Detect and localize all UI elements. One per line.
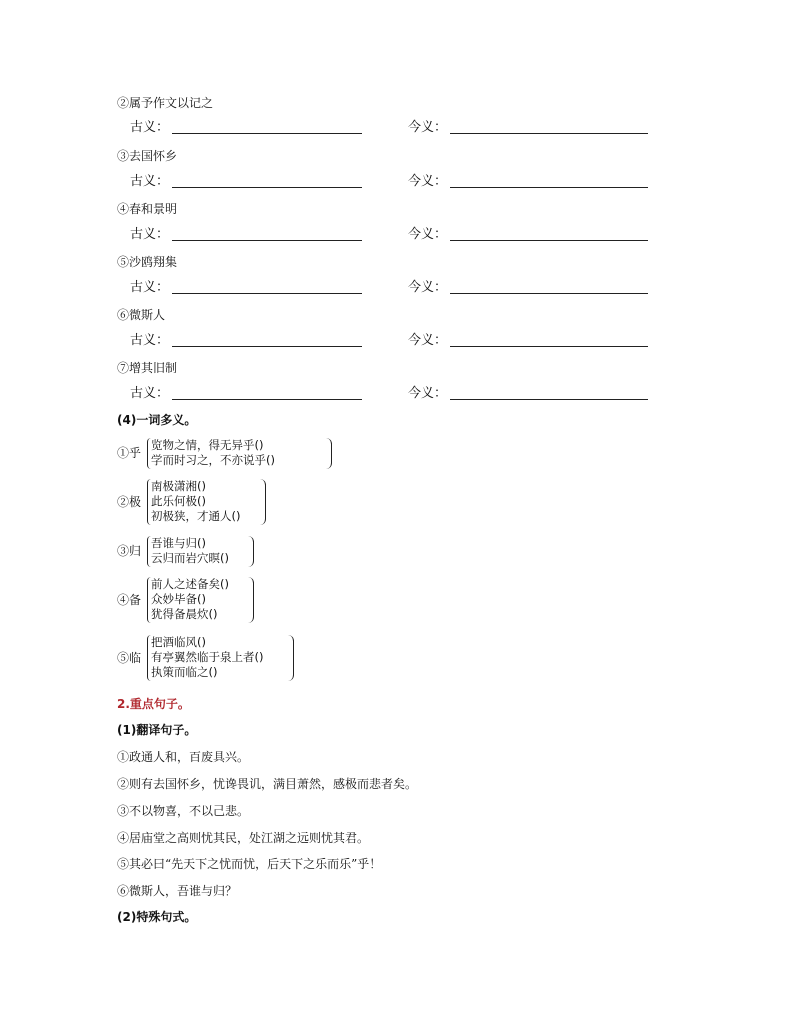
sentence-item: ③不以物喜，不以己悲。 bbox=[117, 804, 250, 818]
brace-group bbox=[147, 635, 288, 681]
jin-answer-line[interactable] bbox=[450, 133, 648, 134]
closing-bracket bbox=[326, 438, 332, 469]
polysemy-head: ①乎 bbox=[117, 446, 142, 460]
brace-group bbox=[147, 536, 248, 567]
phrase-label: ③去国怀乡 bbox=[117, 149, 178, 163]
jin-label: 今义： bbox=[408, 280, 448, 295]
closing-bracket bbox=[248, 577, 254, 623]
sentence-item: ⑤其必曰“先天下之忧而忧，后天下之乐而乐”乎！ bbox=[117, 857, 382, 871]
gu-label: 古义： bbox=[130, 227, 170, 242]
jin-answer-line[interactable] bbox=[450, 293, 648, 294]
brace-group bbox=[147, 438, 326, 469]
subsection-heading: (1)翻译句子。 bbox=[117, 723, 197, 737]
polysemy-item: 吾谁与归() bbox=[151, 536, 206, 550]
gu-answer-line[interactable] bbox=[172, 346, 362, 347]
polysemy-head: ③归 bbox=[117, 544, 142, 558]
polysemy-item: 学而时习之，不亦说乎() bbox=[151, 453, 275, 467]
jin-label: 今义： bbox=[408, 174, 448, 189]
sentence-item: ②则有去国怀乡，忧谗畏讥，满目萧然，感极而悲者矣。 bbox=[117, 777, 418, 791]
jin-answer-line[interactable] bbox=[450, 399, 648, 400]
polysemy-item: 云归而岩穴暝() bbox=[151, 551, 229, 565]
phrase-label: ⑤沙鸥翔集 bbox=[117, 255, 178, 269]
gu-label: 古义： bbox=[130, 120, 170, 135]
brace-group bbox=[147, 479, 260, 525]
polysemy-item: 此乐何极() bbox=[151, 494, 206, 508]
polysemy-item: 犹得备晨炊() bbox=[151, 607, 218, 621]
gu-label: 古义： bbox=[130, 174, 170, 189]
polysemy-item: 南极潇湘() bbox=[151, 479, 206, 493]
phrase-label: ⑥微斯人 bbox=[117, 308, 166, 322]
jin-answer-line[interactable] bbox=[450, 240, 648, 241]
jin-label: 今义： bbox=[408, 227, 448, 242]
polysemy-item: 执策而临之() bbox=[151, 665, 218, 679]
sentence-item: ①政通人和，百废具兴。 bbox=[117, 750, 250, 764]
phrase-label: ②属予作文以记之 bbox=[117, 96, 214, 110]
brace-group bbox=[147, 577, 248, 623]
gu-answer-line[interactable] bbox=[172, 399, 362, 400]
sentence-item: ④居庙堂之高则忧其民，处江湖之远则忧其君。 bbox=[117, 831, 370, 845]
gu-label: 古义： bbox=[130, 333, 170, 348]
polysemy-head: ②极 bbox=[117, 495, 142, 509]
jin-answer-line[interactable] bbox=[450, 187, 648, 188]
subsection-heading: (2)特殊句式。 bbox=[117, 910, 197, 924]
polysemy-item: 众妙毕备() bbox=[151, 592, 206, 606]
jin-label: 今义： bbox=[408, 333, 448, 348]
closing-bracket bbox=[248, 536, 254, 567]
sentence-item: ⑥微斯人，吾谁与归？ bbox=[117, 884, 238, 898]
polysemy-head: ⑤临 bbox=[117, 651, 142, 665]
polysemy-item: 前人之述备矣() bbox=[151, 577, 229, 591]
gu-answer-line[interactable] bbox=[172, 293, 362, 294]
jin-label: 今义： bbox=[408, 386, 448, 401]
polysemy-item: 有亭翼然临于泉上者() bbox=[151, 650, 264, 664]
gu-answer-line[interactable] bbox=[172, 133, 362, 134]
gu-label: 古义： bbox=[130, 280, 170, 295]
polysemy-head: ④备 bbox=[117, 593, 142, 607]
section-heading-red: 2.重点句子。 bbox=[117, 697, 190, 711]
gu-label: 古义： bbox=[130, 386, 170, 401]
jin-answer-line[interactable] bbox=[450, 346, 648, 347]
closing-bracket bbox=[260, 479, 266, 525]
gu-answer-line[interactable] bbox=[172, 187, 362, 188]
polysemy-item: 初极狭，才通人() bbox=[151, 509, 241, 523]
phrase-label: ⑦增其旧制 bbox=[117, 361, 178, 375]
polysemy-item: 把酒临风() bbox=[151, 635, 206, 649]
closing-bracket bbox=[288, 635, 294, 681]
phrase-label: ④春和景明 bbox=[117, 202, 178, 216]
polysemy-item: 览物之情，得无异乎() bbox=[151, 438, 264, 452]
jin-label: 今义： bbox=[408, 120, 448, 135]
gu-answer-line[interactable] bbox=[172, 240, 362, 241]
section-heading: (4)一词多义。 bbox=[117, 413, 197, 427]
